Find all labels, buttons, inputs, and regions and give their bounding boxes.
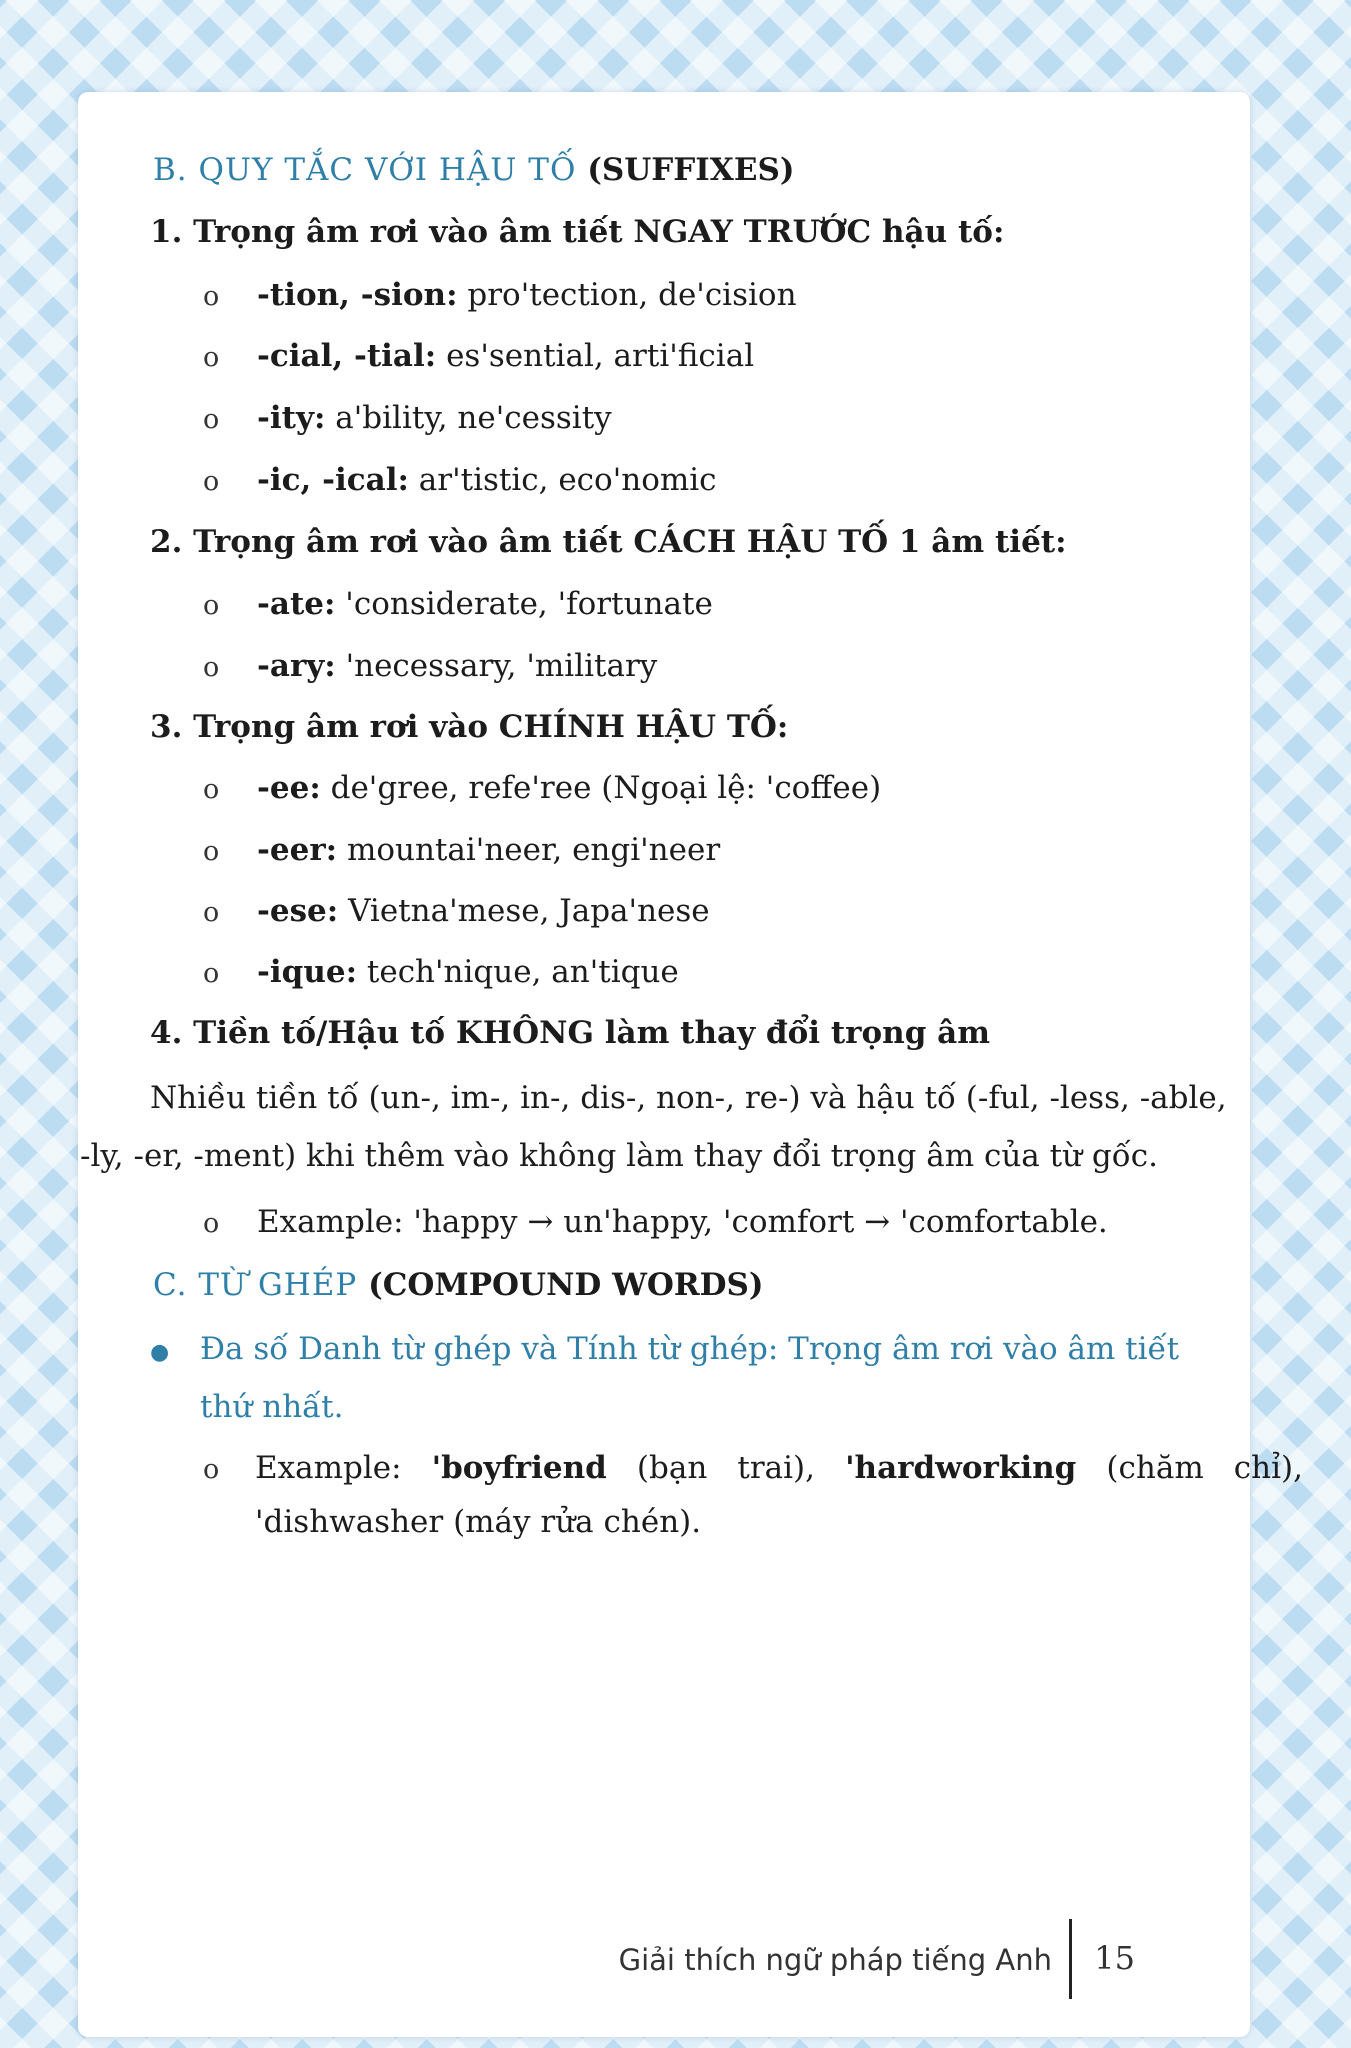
section-c-prefix: C. TỪ GHÉP	[153, 1267, 358, 1303]
example-word: 'boyfriend	[431, 1450, 607, 1486]
section-b-prefix: B. QUY TẮC VỚI HẬU TỐ	[153, 152, 577, 188]
rule-1-heading: 1. Trọng âm rơi vào âm tiết NGAY TRƯỚC hậu tố:	[150, 214, 1005, 250]
rule-4-example: o Example: 'happy → un'happy, 'comfort → 'comfortable.	[203, 1204, 1108, 1240]
section-b-title	[153, 152, 795, 188]
rule-3-item-3: o -ese: Vietna'mese, Japa'nese	[203, 893, 710, 929]
rule-2-heading: 2. Trọng âm rơi vào âm tiết CÁCH HẬU TỐ 1 âm tiết:	[150, 524, 1067, 560]
footer-separator	[1069, 1919, 1072, 1999]
section-c-suffix: (COMPOUND WORDS)	[368, 1267, 764, 1303]
bullet-circle-icon: o	[203, 774, 220, 805]
example-word: (bạn	[636, 1450, 708, 1486]
example-word: trai),	[737, 1450, 815, 1486]
bullet-circle-icon: o	[203, 342, 220, 373]
page-number: 15	[1094, 1939, 1135, 1977]
bullet-dot-icon: ●	[150, 1340, 170, 1365]
page-footer	[78, 1919, 1250, 1999]
bullet-circle-icon: o	[203, 590, 220, 621]
rule-3-item-2: o -eer: mountai'neer, engi'neer	[203, 832, 721, 868]
bullet-circle-icon: o	[203, 404, 220, 435]
page-content	[78, 92, 1303, 2037]
footer-book-title: Giải thích ngữ pháp tiếng Anh	[618, 1943, 1052, 1977]
bullet-circle-icon: o	[203, 1454, 220, 1485]
bullet-circle-icon: o	[203, 281, 220, 312]
bullet-circle-icon: o	[203, 1208, 220, 1239]
bullet-circle-icon: o	[203, 836, 220, 867]
example-word: chỉ),	[1233, 1450, 1303, 1486]
rule-4-paragraph-line-1: Nhiều tiền tố (un-, im-, in-, dis-, non-, re-) và hậu tố (-ful, -less, -able,	[150, 1080, 1227, 1116]
bullet-circle-icon: o	[203, 466, 220, 497]
section-c-example-line-1	[203, 1442, 1303, 1496]
section-c-bullet-line-2: thứ nhất.	[200, 1389, 344, 1425]
bullet-circle-icon: o	[203, 897, 220, 928]
rule-1-item-3: o -ity: a'bility, ne'cessity	[203, 400, 612, 436]
page-sheet	[78, 92, 1303, 2037]
section-b-suffix: (SUFFIXES)	[587, 152, 795, 188]
bullet-circle-icon: o	[203, 652, 220, 683]
rule-3-item-1: o -ee: de'gree, refe'ree (Ngoại lệ: 'coffee)	[203, 770, 882, 806]
example-word: 'hardworking	[845, 1450, 1077, 1486]
rule-2-item-1: o -ate: 'considerate, 'fortunate	[203, 586, 713, 622]
rule-4-heading: 4. Tiền tố/Hậu tố KHÔNG làm thay đổi trọng âm	[150, 1015, 991, 1051]
rule-4-paragraph	[80, 1069, 1300, 1185]
example-word: (chăm	[1106, 1450, 1204, 1486]
rule-3-heading: 3. Trọng âm rơi vào CHÍNH HẬU TỐ:	[150, 709, 789, 745]
rule-4-paragraph-line-2: -ly, -er, -ment) khi thêm vào không làm thay đổi trọng âm của từ gốc.	[80, 1138, 1158, 1174]
bullet-circle-icon: o	[203, 958, 220, 989]
section-c-bullet	[150, 1322, 1300, 1435]
rule-3-item-4: o -ique: tech'nique, an'tique	[203, 954, 679, 990]
section-c-title	[153, 1267, 764, 1303]
example-bullet: o Example:	[203, 1442, 402, 1496]
rule-1-item-2: o -cial, -tial: es'sential, arti'ficial	[203, 338, 755, 374]
rule-1-item-1: o -tion, -sion: pro'tection, de'cision	[203, 277, 797, 313]
section-c-example-line-2: 'dishwasher (máy rửa chén).	[255, 1504, 702, 1540]
section-c-example	[203, 1442, 1303, 1548]
rule-1-item-4: o -ic, -ical: ar'tistic, eco'nomic	[203, 462, 717, 498]
rule-2-item-2: o -ary: 'necessary, 'military	[203, 648, 658, 684]
section-c-bullet-line-1: Đa số Danh từ ghép và Tính từ ghép: Trọng âm rơi vào âm tiết	[200, 1331, 1180, 1367]
